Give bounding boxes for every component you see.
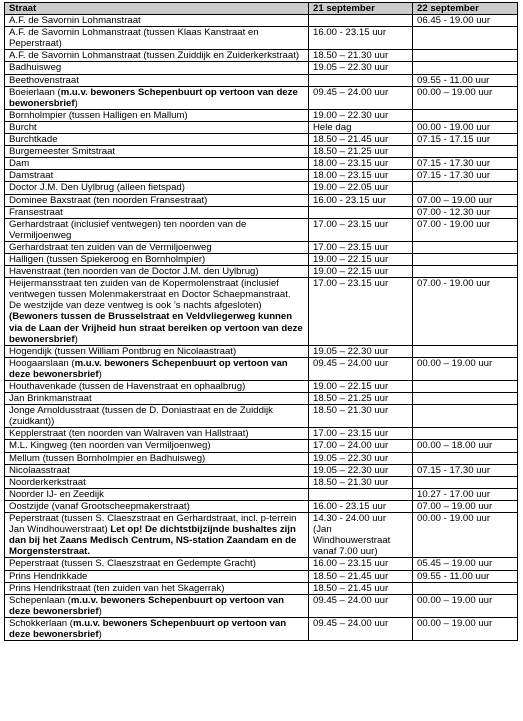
- table-row: [5, 278, 518, 346]
- day1-time-cell: [309, 158, 413, 170]
- day1-time: 18.50 – 21.30 uur: [313, 50, 389, 62]
- day1-time-cell: [309, 582, 413, 594]
- street-text: Jonge Arnoldusstraat (tussen de D. Doniastraat en de Zuiddijk (zuidkant)): [9, 405, 273, 428]
- day2-time-cell: [413, 146, 518, 158]
- day1-time-cell: [309, 15, 413, 27]
- day2-time-cell: [413, 357, 518, 380]
- street-text: Havenstraat (ten noorden van de Doctor J.M. den Uylbrug): [9, 266, 259, 278]
- header-street: Straat: [5, 3, 309, 15]
- street-note-bold: (Bewoners tussen de Brusselstraat en Veldvliegerweg kunnen via de Laan der Vrijheid hun straat bereiken op vertoon van deze bewonersbrief: [9, 311, 303, 345]
- day2-time: 07.00 – 19.00 uur: [417, 194, 493, 206]
- table-row: [5, 393, 518, 405]
- street-cell: [5, 464, 309, 476]
- table-row: [5, 194, 518, 206]
- street-text: Houthavenkade (tussen de Havenstraat en ophaalbrug): [9, 381, 246, 392]
- day1-time-cell: [309, 109, 413, 121]
- table-row: [5, 513, 518, 558]
- day2-time-cell: [413, 476, 518, 488]
- day1-time: 19.05 – 22.30 uur: [313, 452, 389, 464]
- street-text: Hoogaarslaan (: [9, 357, 75, 369]
- street-text: ): [98, 368, 102, 380]
- day1-time-cell: [309, 62, 413, 74]
- day2-time-cell: [413, 558, 518, 570]
- street-cell: [5, 500, 309, 512]
- day1-time: 17.00 – 23.15 uur: [313, 241, 389, 253]
- street-text: Heijermansstraat ten zuiden van de Kopermolenstraat (inclusief ventwegen tussen Molenmakerstraat en Doctor Schaepmanstraat. De westzijde van deze ventweg is ook ’s nachts afgesloten): [9, 278, 291, 312]
- street-text: Mellum (tussen Bornholmpier en Badhuisweg): [9, 452, 206, 464]
- day1-time-cell: [309, 170, 413, 182]
- table-row: [5, 27, 518, 50]
- day1-time: 18.50 – 21.25 uur: [313, 393, 389, 405]
- day1-time: 17.00 – 24.00 uur: [313, 440, 389, 452]
- header-day1: 21 september: [309, 3, 413, 15]
- day1-time-cell: [309, 218, 413, 241]
- day1-time: 09.45 – 24.00 uur: [313, 357, 389, 369]
- street-text: Nicolaasstraat: [9, 464, 70, 476]
- street-cell: [5, 570, 309, 582]
- day1-time: 19.05 – 22.30 uur: [313, 62, 389, 74]
- street-text: Jan Brinkmanstraat: [9, 393, 92, 405]
- table-row: [5, 86, 518, 109]
- table-row: [5, 241, 518, 253]
- table-row: [5, 134, 518, 146]
- street-cell: [5, 62, 309, 74]
- table-row: [5, 440, 518, 452]
- table-row: [5, 50, 518, 62]
- day2-time: 00.00 - 19.00 uur: [417, 121, 491, 133]
- street-note-bold: m.u.v. bewoners Schepenbuurt op vertoon van deze bewonersbrief: [9, 617, 287, 640]
- street-cell: [5, 109, 309, 121]
- table-row: [5, 405, 518, 428]
- table-row: [5, 464, 518, 476]
- street-text: Halligen (tussen Spiekeroog en Bornholmpier): [9, 253, 206, 265]
- street-text: Prins Hendrikstraat (ten zuiden van het Skagerrak): [9, 582, 225, 594]
- road-closure-table: [4, 2, 518, 641]
- table-row: [5, 558, 518, 570]
- street-cell: [5, 182, 309, 194]
- day2-time-cell: [413, 452, 518, 464]
- day2-time-cell: [413, 513, 518, 558]
- day1-time: 16.00 - 23.15 uur: [313, 500, 387, 512]
- street-note-bold: m.u.v. bewoners Schepenbuurt op vertoon van deze bewonersbrief: [9, 86, 298, 109]
- street-text: Dam: [9, 158, 30, 170]
- street-cell: [5, 158, 309, 170]
- street-text: ): [74, 333, 78, 345]
- street-text: Burchtkade: [9, 134, 58, 146]
- street-text: Burcht: [9, 121, 37, 133]
- day2-time: 09.55 - 11.00 uur: [417, 570, 490, 582]
- table-row: [5, 146, 518, 158]
- table-row: [5, 570, 518, 582]
- street-cell: [5, 345, 309, 357]
- street-cell: [5, 594, 309, 617]
- street-cell: [5, 266, 309, 278]
- day2-time-cell: [413, 27, 518, 50]
- day1-time-cell: [309, 253, 413, 265]
- day1-time: 18.00 – 23.15 uur: [313, 170, 389, 182]
- table-row: [5, 74, 518, 86]
- day2-time-cell: [413, 241, 518, 253]
- street-cell: [5, 27, 309, 50]
- street-note-bold: Let op! De dichtstbijzijnde bushaltes zijn dan bij het Zaans Medisch Centrum, NS-station Zaandam en de Morgensterstraat.: [9, 524, 297, 558]
- day2-time-cell: [413, 278, 518, 346]
- street-cell: [5, 134, 309, 146]
- street-cell: [5, 146, 309, 158]
- day1-time-cell: [309, 476, 413, 488]
- day1-time-cell: [309, 86, 413, 109]
- day2-time-cell: [413, 594, 518, 617]
- day2-time-cell: [413, 194, 518, 206]
- day1-time-cell: [309, 146, 413, 158]
- table-row: [5, 357, 518, 380]
- street-text: Beethovenstraat: [9, 74, 79, 86]
- day2-time: 00.00 – 19.00 uur: [417, 594, 493, 606]
- day2-time-cell: [413, 488, 518, 500]
- table-row: [5, 121, 518, 133]
- street-text: A.F. de Savornin Lohmanstraat: [9, 15, 141, 27]
- street-text: Boeierlaan (: [9, 86, 61, 98]
- day2-time: 07.15 - 17.30 uur: [417, 464, 491, 476]
- table-row: [5, 582, 518, 594]
- street-cell: [5, 170, 309, 182]
- day1-time: 09.45 – 24.00 uur: [313, 594, 389, 606]
- day2-time: 06.45 - 19.00 uur: [417, 15, 491, 27]
- day1-time-cell: [309, 488, 413, 500]
- street-cell: [5, 476, 309, 488]
- day2-time: 00.00 - 19.00 uur: [417, 513, 491, 525]
- street-text: Noorderkerkstraat: [9, 476, 86, 488]
- street-text: A.F. de Savornin Lohmanstraat (tussen Zuiddijk en Zuiderkerkstraat): [9, 50, 300, 62]
- day2-time-cell: [413, 170, 518, 182]
- street-cell: [5, 278, 309, 346]
- day2-time-cell: [413, 582, 518, 594]
- day2-time-cell: [413, 74, 518, 86]
- street-note-bold: m.u.v. bewoners Schepenbuurt op vertoon van deze bewonersbrief: [9, 594, 284, 617]
- day2-time-cell: [413, 617, 518, 640]
- table-row: [5, 428, 518, 440]
- street-cell: [5, 617, 309, 640]
- day2-time: 00.00 – 19.00 uur: [417, 357, 493, 369]
- street-cell: [5, 218, 309, 241]
- day1-time: 19.00 – 22.05 uur: [313, 182, 389, 194]
- day1-time: 17.00 – 23.15 uur: [313, 218, 389, 230]
- day2-time-cell: [413, 253, 518, 265]
- day2-time: 07.00 - 19.00 uur: [417, 278, 491, 290]
- street-text: A.F. de Savornin Lohmanstraat (tussen Klaas Kanstraat en Peperstraat): [9, 27, 259, 50]
- street-cell: [5, 194, 309, 206]
- day1-time: 19.05 – 22.30 uur: [313, 345, 389, 357]
- street-text: Gerhardstraat ten zuiden van de Vermiljoenweg: [9, 241, 212, 253]
- day2-time-cell: [413, 206, 518, 218]
- table-row: [5, 206, 518, 218]
- street-text: Hogendijk (tussen William Pontbrug en Nicolaastraat): [9, 345, 237, 357]
- day1-time-cell: [309, 594, 413, 617]
- day2-time-cell: [413, 405, 518, 428]
- street-cell: [5, 86, 309, 109]
- day1-time-cell: [309, 206, 413, 218]
- day1-time-cell: [309, 428, 413, 440]
- street-cell: [5, 206, 309, 218]
- day1-time-cell: [309, 345, 413, 357]
- street-cell: [5, 357, 309, 380]
- day2-time-cell: [413, 15, 518, 27]
- street-cell: [5, 50, 309, 62]
- table-header-row: [5, 3, 518, 15]
- street-text: ): [74, 97, 78, 109]
- street-cell: [5, 393, 309, 405]
- day1-time-cell: [309, 50, 413, 62]
- day2-time: 07.00 - 12.30 uur: [417, 206, 491, 218]
- day2-time: 00.00 – 18.00 uur: [417, 440, 493, 452]
- table-row: [5, 15, 518, 27]
- day1-time-cell: [309, 513, 413, 558]
- day1-time: 17.00 – 23.15 uur: [313, 278, 389, 290]
- day1-time: 18.00 – 23.15 uur: [313, 158, 389, 170]
- street-text: Doctor J.M. Den Uylbrug (alleen fietspad): [9, 182, 185, 194]
- day2-time: 05.45 – 19.00 uur: [417, 558, 493, 570]
- street-text: Badhuisweg: [9, 62, 62, 74]
- day2-time-cell: [413, 86, 518, 109]
- street-text: Gerhardstraat (inclusief ventwegen) ten noorden van de Vermiljoenweg: [9, 218, 247, 241]
- day1-time-cell: [309, 393, 413, 405]
- street-cell: [5, 488, 309, 500]
- street-text: Peperstraat (tussen S. Claeszstraat en Gerhardstraat, incl. p-terrein Jan Windhouwerstraat): [9, 513, 297, 536]
- day1-time: 18.50 – 21.30 uur: [313, 405, 389, 417]
- table-row: [5, 218, 518, 241]
- table-row: [5, 476, 518, 488]
- table-row: [5, 345, 518, 357]
- day2-time-cell: [413, 570, 518, 582]
- day1-time: 19.00 – 22.15 uur: [313, 253, 389, 265]
- day1-time-cell: [309, 241, 413, 253]
- day1-time-cell: [309, 440, 413, 452]
- street-text: M.L. Kingweg (ten noorden van Vermiljoenweg): [9, 440, 211, 452]
- day1-time-cell: [309, 381, 413, 393]
- street-cell: [5, 253, 309, 265]
- street-text: Schokkerlaan (: [9, 617, 73, 629]
- day1-time-cell: [309, 278, 413, 346]
- day2-time: 07.15 - 17.30 uur: [417, 170, 491, 182]
- street-text: Fransestraat: [9, 206, 63, 218]
- table-row: [5, 488, 518, 500]
- street-cell: [5, 15, 309, 27]
- day1-time: 19.00 – 22.15 uur: [313, 266, 389, 278]
- day2-time-cell: [413, 440, 518, 452]
- day1-time: 16.00 - 23.15 uur: [313, 27, 387, 39]
- street-text: Burgemeester Smitstraat: [9, 146, 116, 158]
- table-row: [5, 158, 518, 170]
- street-text: Schepenlaan (: [9, 594, 71, 606]
- table-row: [5, 594, 518, 617]
- table-row: [5, 452, 518, 464]
- day2-time: 07.15 - 17.15 uur: [417, 134, 491, 146]
- table-row: [5, 617, 518, 640]
- day1-time-cell: [309, 570, 413, 582]
- street-cell: [5, 452, 309, 464]
- day2-time-cell: [413, 50, 518, 62]
- day2-time: 00.00 – 19.00 uur: [417, 617, 493, 629]
- day2-time-cell: [413, 109, 518, 121]
- street-cell: [5, 405, 309, 428]
- day1-time: 14.30 - 24.00 uur (Jan Windhouwerstraat vanaf 7.00 uur): [313, 513, 391, 558]
- day1-time: 18.50 – 21.45 uur: [313, 570, 389, 582]
- day2-time-cell: [413, 158, 518, 170]
- street-cell: [5, 428, 309, 440]
- day1-time: 18.50 – 21.30 uur: [313, 476, 389, 488]
- day2-time-cell: [413, 500, 518, 512]
- day1-time: 09.45 – 24.00 uur: [313, 617, 389, 629]
- day2-time: 07.00 - 19.00 uur: [417, 218, 491, 230]
- day2-time-cell: [413, 218, 518, 241]
- street-text: Peperstraat (tussen S. Claeszstraat en Gedempte Gracht): [9, 558, 256, 570]
- day2-time-cell: [413, 381, 518, 393]
- day2-time-cell: [413, 393, 518, 405]
- day1-time-cell: [309, 121, 413, 133]
- day1-time: 09.45 – 24.00 uur: [313, 86, 389, 98]
- day1-time-cell: [309, 357, 413, 380]
- day1-time-cell: [309, 452, 413, 464]
- day1-time-cell: [309, 74, 413, 86]
- day2-time-cell: [413, 266, 518, 278]
- day2-time-cell: [413, 464, 518, 476]
- street-text: ): [98, 605, 102, 617]
- day2-time-cell: [413, 121, 518, 133]
- street-text: ): [98, 628, 102, 640]
- day1-time-cell: [309, 134, 413, 146]
- day1-time: 19.05 – 22.30 uur: [313, 464, 389, 476]
- day1-time: Hele dag: [313, 121, 352, 133]
- table-row: [5, 500, 518, 512]
- day2-time-cell: [413, 182, 518, 194]
- street-cell: [5, 381, 309, 393]
- day1-time: 18.50 – 21.45 uur: [313, 134, 389, 146]
- day1-time: 16.00 – 23.15 uur: [313, 558, 389, 570]
- day1-time-cell: [309, 194, 413, 206]
- street-text: Oostzijde (vanaf Grootscheepmakerstraat): [9, 500, 190, 512]
- table-row: [5, 170, 518, 182]
- header-day2: 22 september: [413, 3, 518, 15]
- table-row: [5, 62, 518, 74]
- day1-time: 16.00 - 23.15 uur: [313, 194, 387, 206]
- day1-time: 19.00 – 22.15 uur: [313, 381, 389, 392]
- street-note-bold: m.u.v. bewoners Schepenbuurt op vertoon van deze bewonersbrief: [9, 357, 288, 380]
- street-cell: [5, 582, 309, 594]
- day2-time: 07.15 - 17.30 uur: [417, 158, 491, 170]
- day1-time: 19.00 – 22.30 uur: [313, 109, 389, 121]
- street-cell: [5, 74, 309, 86]
- street-text: Damstraat: [9, 170, 54, 182]
- day2-time-cell: [413, 428, 518, 440]
- day1-time-cell: [309, 27, 413, 50]
- day1-time: 18.50 – 21.25 uur: [313, 146, 389, 158]
- street-text: Noorder IJ- en Zeedijk: [9, 488, 104, 500]
- day1-time-cell: [309, 266, 413, 278]
- day2-time: 10.27 - 17.00 uur: [417, 488, 491, 500]
- day2-time: 07.00 – 19.00 uur: [417, 500, 493, 512]
- day1-time-cell: [309, 500, 413, 512]
- street-text: Prins Hendrikkade: [9, 570, 88, 582]
- day1-time: 18.50 – 21.45 uur: [313, 582, 389, 594]
- street-text: Bornholmpier (tussen Halligen en Mallum): [9, 109, 188, 121]
- day2-time: 00.00 – 19.00 uur: [417, 86, 493, 98]
- street-cell: [5, 513, 309, 558]
- street-text: Dominee Baxstraat (ten noorden Fransestraat): [9, 194, 208, 206]
- day1-time-cell: [309, 182, 413, 194]
- table-row: [5, 266, 518, 278]
- street-cell: [5, 121, 309, 133]
- day2-time-cell: [413, 62, 518, 74]
- day1-time-cell: [309, 405, 413, 428]
- day1-time-cell: [309, 558, 413, 570]
- street-cell: [5, 241, 309, 253]
- street-cell: [5, 558, 309, 570]
- day1-time: 17.00 – 23.15 uur: [313, 428, 389, 440]
- day1-time-cell: [309, 617, 413, 640]
- day2-time: 09.55 - 11.00 uur: [417, 74, 490, 86]
- street-cell: [5, 440, 309, 452]
- day1-time-cell: [309, 464, 413, 476]
- day2-time-cell: [413, 345, 518, 357]
- table-row: [5, 182, 518, 194]
- table-row: [5, 381, 518, 393]
- closure-table-wrapper: [4, 2, 518, 641]
- day2-time-cell: [413, 134, 518, 146]
- street-text: Kepplerstraat (ten noorden van Walraven van Hallstraat): [9, 428, 249, 440]
- table-body: [5, 15, 518, 641]
- table-row: [5, 253, 518, 265]
- table-row: [5, 109, 518, 121]
